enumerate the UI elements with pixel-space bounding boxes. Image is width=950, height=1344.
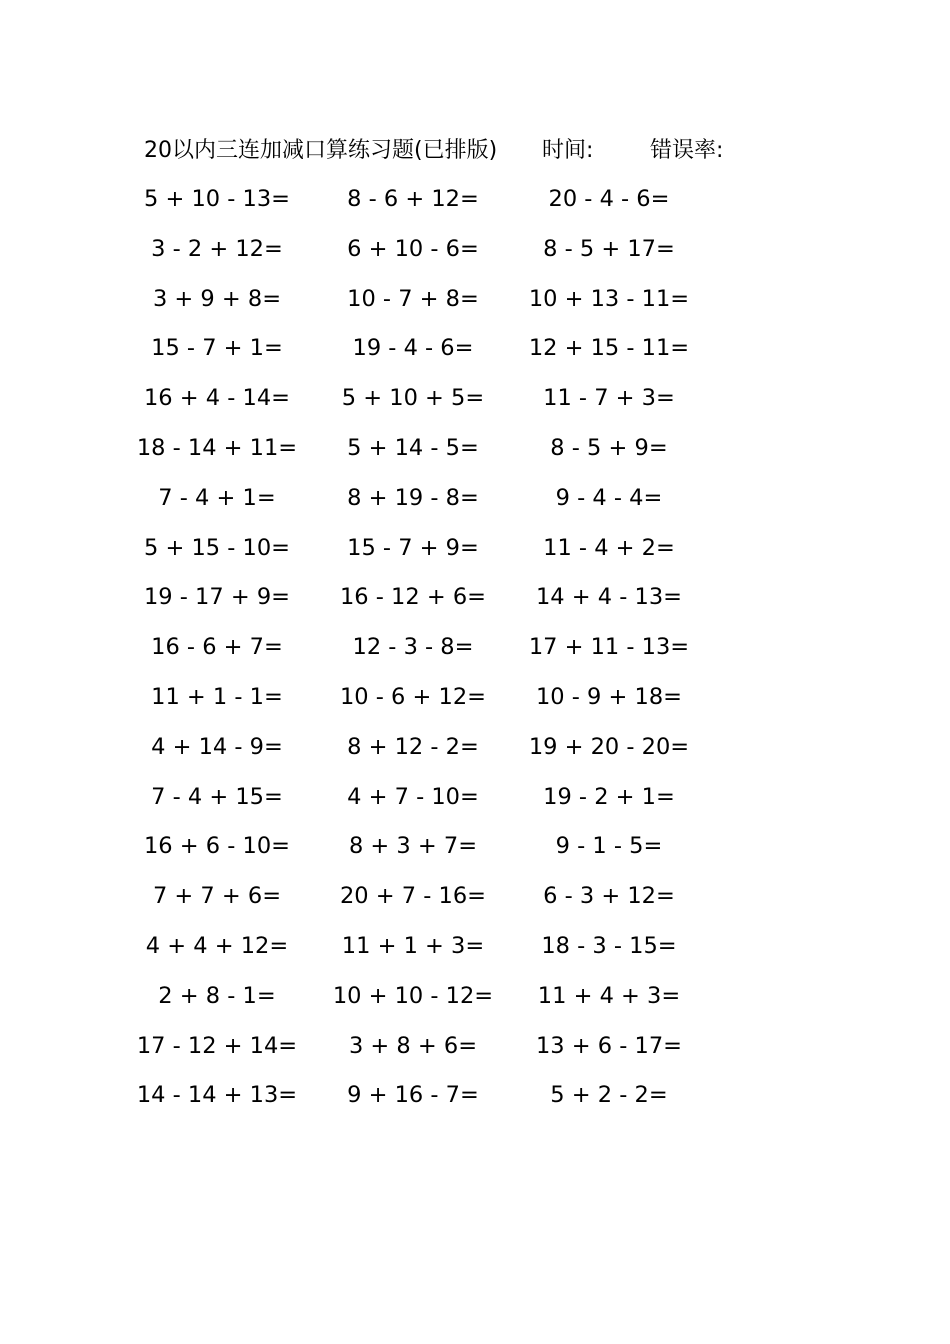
- arithmetic-problem: 16 - 12 + 6=: [339, 584, 486, 611]
- arithmetic-problem: 7 + 7 + 6=: [152, 883, 282, 910]
- arithmetic-problem: 8 + 3 + 7=: [348, 833, 478, 860]
- arithmetic-problem: 8 - 6 + 12=: [347, 186, 479, 212]
- error-rate-label: 错误率:: [650, 138, 724, 163]
- arithmetic-problem: 4 + 7 - 10=: [347, 783, 479, 810]
- problem-row: [0, 282, 950, 332]
- arithmetic-problem: 3 + 9 + 8=: [152, 285, 282, 312]
- arithmetic-problem: 8 - 5 + 17=: [543, 235, 675, 262]
- arithmetic-problem: 18 - 3 - 15=: [541, 932, 677, 959]
- problem-row: [0, 879, 950, 929]
- arithmetic-problem: 11 - 4 + 2=: [543, 534, 675, 561]
- arithmetic-problem: 19 - 2 + 1=: [543, 783, 675, 810]
- worksheet-header: [144, 134, 844, 168]
- arithmetic-problem: 12 - 3 - 8=: [352, 634, 474, 661]
- arithmetic-problem: 10 - 7 + 8=: [347, 285, 479, 312]
- arithmetic-problem: 7 - 4 + 15=: [151, 783, 283, 810]
- problem-row: [0, 232, 950, 282]
- arithmetic-problem: 15 - 7 + 1=: [151, 335, 283, 362]
- problem-row: [0, 979, 950, 1029]
- problem-grid: [0, 182, 950, 1128]
- arithmetic-problem: 5 + 2 - 2=: [550, 1082, 668, 1109]
- arithmetic-problem: 20 + 7 - 16=: [339, 883, 486, 910]
- arithmetic-problem: 16 + 4 - 14=: [143, 385, 290, 412]
- arithmetic-problem: 12 + 15 - 11=: [528, 335, 690, 362]
- arithmetic-problem: 5 + 10 + 5=: [341, 385, 485, 412]
- arithmetic-problem: 15 - 7 + 9=: [347, 534, 479, 561]
- problem-row: [0, 580, 950, 630]
- problem-row: [0, 630, 950, 680]
- arithmetic-problem: 16 + 6 - 10=: [143, 833, 290, 860]
- problem-row: [0, 531, 950, 581]
- arithmetic-problem: 11 + 1 + 3=: [341, 932, 485, 959]
- problem-row: [0, 829, 950, 879]
- arithmetic-problem: 2 + 8 - 1=: [158, 982, 276, 1009]
- arithmetic-problem: 19 + 20 - 20=: [528, 733, 690, 760]
- arithmetic-problem: 10 - 9 + 18=: [535, 683, 682, 710]
- arithmetic-problem: 17 - 12 + 14=: [136, 1032, 298, 1059]
- arithmetic-problem: 11 + 4 + 3=: [537, 982, 681, 1009]
- arithmetic-problem: 6 + 10 - 6=: [347, 235, 479, 262]
- problem-row: [0, 481, 950, 531]
- problem-row: [0, 730, 950, 780]
- arithmetic-problem: 13 + 6 - 17=: [535, 1032, 682, 1059]
- problem-row: [0, 680, 950, 730]
- arithmetic-problem: 10 - 6 + 12=: [339, 683, 486, 710]
- arithmetic-problem: 3 - 2 + 12=: [151, 235, 283, 262]
- arithmetic-problem: 10 + 13 - 11=: [528, 285, 690, 312]
- arithmetic-problem: 18 - 14 + 11=: [136, 434, 298, 461]
- problem-row: [0, 381, 950, 431]
- arithmetic-problem: 4 + 14 - 9=: [151, 733, 283, 760]
- arithmetic-problem: 9 - 4 - 4=: [555, 484, 663, 511]
- arithmetic-problem: 8 + 12 - 2=: [347, 733, 479, 760]
- arithmetic-problem: 14 + 4 - 13=: [535, 584, 682, 611]
- arithmetic-problem: 14 - 14 + 13=: [136, 1082, 298, 1109]
- arithmetic-problem: 7 - 4 + 1=: [158, 484, 276, 511]
- arithmetic-problem: 11 + 1 - 1=: [151, 683, 283, 710]
- arithmetic-problem: 20 - 4 - 6=: [548, 186, 670, 212]
- arithmetic-problem: 16 - 6 + 7=: [151, 634, 283, 661]
- arithmetic-problem: 19 - 17 + 9=: [143, 584, 290, 611]
- problem-row: [0, 331, 950, 381]
- worksheet-title: 20以内三连加减口算练习题(已排版): [144, 138, 498, 163]
- arithmetic-problem: 9 - 1 - 5=: [555, 833, 663, 860]
- arithmetic-problem: 4 + 4 + 12=: [145, 932, 289, 959]
- problem-row: [0, 1029, 950, 1079]
- problem-row: [0, 929, 950, 979]
- arithmetic-problem: 5 + 15 - 10=: [143, 534, 290, 561]
- problem-row: [0, 1078, 950, 1128]
- arithmetic-problem: 9 + 16 - 7=: [347, 1082, 479, 1109]
- arithmetic-problem: 19 - 4 - 6=: [352, 335, 474, 362]
- arithmetic-problem: 11 - 7 + 3=: [543, 385, 675, 412]
- arithmetic-problem: 10 + 10 - 12=: [332, 982, 494, 1009]
- problem-row: [0, 780, 950, 830]
- arithmetic-problem: 5 + 14 - 5=: [347, 434, 479, 461]
- arithmetic-problem: 8 - 5 + 9=: [550, 434, 668, 461]
- time-label: 时间:: [542, 138, 594, 163]
- arithmetic-problem: 5 + 10 - 13=: [143, 186, 290, 212]
- problem-row: [0, 431, 950, 481]
- arithmetic-problem: 3 + 8 + 6=: [348, 1032, 478, 1059]
- arithmetic-problem: 17 + 11 - 13=: [528, 634, 690, 661]
- arithmetic-problem: 8 + 19 - 8=: [347, 484, 479, 511]
- arithmetic-problem: 6 - 3 + 12=: [543, 883, 675, 910]
- problem-row: [0, 182, 950, 232]
